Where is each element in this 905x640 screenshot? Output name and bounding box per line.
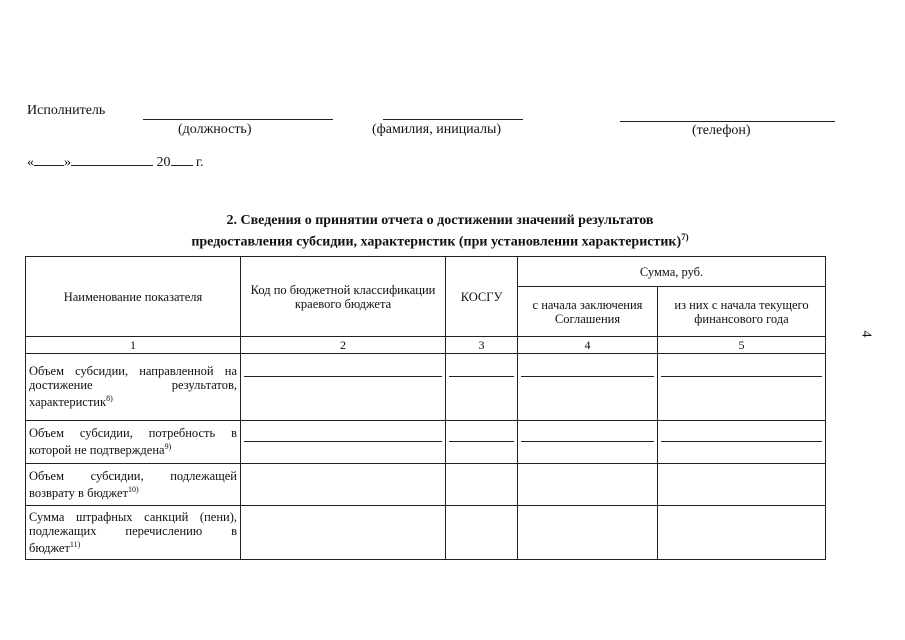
cell-sub[interactable] [244,377,442,418]
table-row [26,354,826,421]
cell-since-year[interactable] [658,506,826,560]
date-year-blank[interactable] [171,165,193,166]
cell-sub[interactable] [244,423,442,442]
row-label-subsidy-directed: Объем субсидии, направленной на достижение результатов, характеристик$^{8)}$ [26,354,241,421]
cell-sub[interactable] [521,377,654,418]
page-number: 4 [858,330,874,338]
phone-line[interactable] [620,121,835,122]
table-row [26,506,826,560]
cell-budget-code[interactable] [241,464,446,506]
cell-since-agreement[interactable] [518,421,658,464]
date-open-quote: « [27,155,34,170]
table-row [26,421,826,464]
cell-since-year[interactable] [658,421,826,464]
date-close-quote: » [64,155,71,170]
cell-sub[interactable] [244,356,442,377]
cell-since-agreement[interactable] [518,354,658,421]
section-title [80,212,800,251]
cell-budget-code[interactable] [241,506,446,560]
row-label-subsidy-return: Объем субсидии, подлежащей возврату в бюджет$^{10)}$ [26,464,241,506]
cell-sub[interactable] [521,356,654,377]
cell-kosgu[interactable] [446,464,518,506]
position-label: (должность) [178,122,252,137]
cell-kosgu[interactable] [446,506,518,560]
column-number-1: 1 [26,337,241,354]
cell-kosgu[interactable] [446,421,518,464]
cell-budget-code[interactable] [241,354,446,421]
cell-since-agreement[interactable] [518,506,658,560]
cell-sub[interactable] [244,442,442,461]
date-year-prefix: 20 [156,155,171,170]
date-year-suffix: г. [196,155,204,170]
cell-sub[interactable] [449,423,514,442]
date-line [27,155,267,173]
cell-budget-code[interactable] [241,421,446,464]
column-number-4: 4 [518,337,658,354]
cell-since-year[interactable] [658,464,826,506]
header-sum: Сумма, руб. [518,257,826,287]
header-budget-code: Код по бюджетной классификации краевого бюджета [241,257,446,337]
cell-sub[interactable] [661,377,822,418]
section-title-footnote: 7) [681,232,689,242]
cell-sub[interactable] [521,442,654,461]
cell-sub[interactable] [449,442,514,461]
section-title-line1: 2. Сведения о принятии отчета о достижении значений результатов [226,213,654,228]
cell-sub[interactable] [521,423,654,442]
cell-since-agreement[interactable] [518,464,658,506]
header-kosgu: КОСГУ [446,257,518,337]
name-line[interactable] [383,119,523,120]
cell-sub[interactable] [661,356,822,377]
row-label-subsidy-unconfirmed: Объем субсидии, потребность в которой не подтверждена$^{9)}$ [26,421,241,464]
column-number-2: 2 [241,337,446,354]
cell-since-year[interactable] [658,354,826,421]
section-title-line2: предоставления субсидии, характеристик (при установлении характеристик)$^{7)}$ [191,232,689,250]
cell-sub[interactable] [449,356,514,377]
header-since-year: из них с начала текущего финансового года [658,287,826,337]
report-table [25,256,826,560]
phone-label: (телефон) [692,123,751,138]
table-row [26,464,826,506]
column-number-5: 5 [658,337,826,354]
executor-label: Исполнитель [27,103,106,118]
position-line[interactable] [143,119,333,120]
name-label: (фамилия, инициалы) [372,122,502,137]
header-since-agreement: с начала заключения Соглашения [518,287,658,337]
cell-sub[interactable] [449,377,514,418]
column-number-3: 3 [446,337,518,354]
cell-kosgu[interactable] [446,354,518,421]
cell-sub[interactable] [661,423,822,442]
row-label-penalties: Сумма штрафных санкций (пени), подлежащих перечислению в бюджет$^{11)}$ [26,506,241,560]
date-month-blank[interactable] [71,165,153,166]
date-day-blank[interactable] [34,165,64,166]
header-indicator: Наименование показателя [26,257,241,337]
cell-sub[interactable] [661,442,822,461]
